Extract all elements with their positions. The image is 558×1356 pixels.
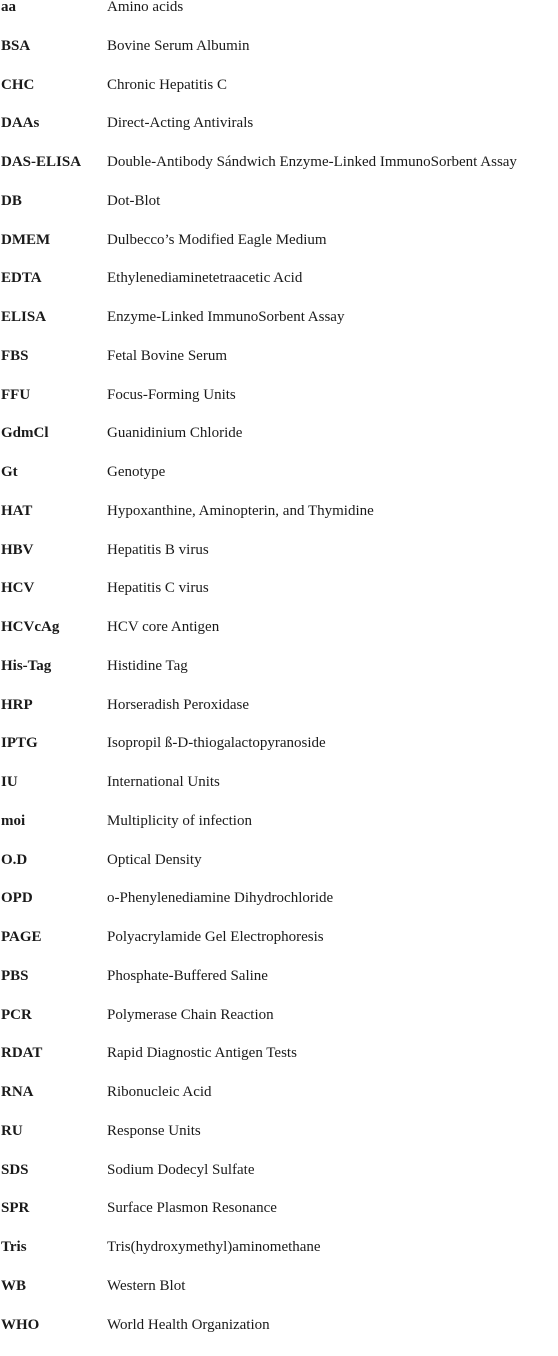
abbreviation-row — [0, 698, 558, 737]
abbreviation-definition: Hypoxanthine, Aminopterin, and Thymidine — [107, 504, 374, 519]
abbreviation-definition: Histidine Tag — [107, 659, 188, 674]
abbreviation-row — [0, 1124, 558, 1163]
abbreviation-row — [0, 310, 558, 349]
abbreviation-definition: Horseradish Peroxidase — [107, 698, 249, 713]
abbreviation-definition: Fetal Bovine Serum — [107, 349, 227, 364]
abbreviation-term: Tris — [1, 1240, 27, 1255]
abbreviation-term: DMEM — [1, 233, 50, 248]
abbreviation-definition: Amino acids — [107, 0, 183, 15]
abbreviation-row — [0, 1279, 558, 1318]
abbreviation-term: RU — [1, 1124, 23, 1139]
abbreviation-row — [0, 388, 558, 427]
abbreviation-term: BSA — [1, 39, 30, 54]
abbreviation-definition: Surface Plasmon Resonance — [107, 1201, 277, 1216]
abbreviation-term: IU — [1, 775, 18, 790]
abbreviation-definition: Ethylenediaminetetraacetic Acid — [107, 271, 302, 286]
abbreviation-row — [0, 1318, 558, 1356]
abbreviation-row — [0, 39, 558, 78]
abbreviation-definition: Guanidinium Chloride — [107, 426, 242, 441]
abbreviation-term: FBS — [1, 349, 29, 364]
abbreviation-definition: Dulbecco’s Modified Eagle Medium — [107, 233, 327, 248]
abbreviation-term: His-Tag — [1, 659, 51, 674]
abbreviation-row — [0, 155, 558, 194]
abbreviation-term: PCR — [1, 1008, 32, 1023]
abbreviation-term: Gt — [1, 465, 18, 480]
abbreviation-term: OPD — [1, 891, 33, 906]
abbreviation-definition: Phosphate-Buffered Saline — [107, 969, 268, 984]
abbreviation-definition: Optical Density — [107, 853, 202, 868]
abbreviation-definition: HCV core Antigen — [107, 620, 219, 635]
abbreviation-row — [0, 1046, 558, 1085]
abbreviation-definition: Focus-Forming Units — [107, 388, 236, 403]
abbreviation-row — [0, 891, 558, 930]
abbreviation-row — [0, 1201, 558, 1240]
abbreviation-row — [0, 504, 558, 543]
abbreviation-term: WHO — [1, 1318, 39, 1333]
abbreviation-row — [0, 659, 558, 698]
abbreviation-definition: Polyacrylamide Gel Electrophoresis — [107, 930, 324, 945]
abbreviation-row — [0, 233, 558, 272]
abbreviation-term: FFU — [1, 388, 30, 403]
abbreviation-term: EDTA — [1, 271, 42, 286]
abbreviation-term: PBS — [1, 969, 29, 984]
abbreviation-term: DB — [1, 194, 22, 209]
abbreviation-definition: Hepatitis B virus — [107, 543, 209, 558]
abbreviation-definition: o-Phenylenediamine Dihydrochloride — [107, 891, 333, 906]
abbreviation-term: HCV — [1, 581, 34, 596]
abbreviation-row — [0, 736, 558, 775]
abbreviation-definition: Enzyme-Linked ImmunoSorbent Assay — [107, 310, 344, 325]
abbreviation-term: O.D — [1, 853, 27, 868]
abbreviation-term: ELISA — [1, 310, 46, 325]
abbreviation-definition: Genotype — [107, 465, 165, 480]
abbreviation-definition: Polymerase Chain Reaction — [107, 1008, 274, 1023]
abbreviation-row — [0, 271, 558, 310]
abbreviation-definition: Chronic Hepatitis C — [107, 78, 227, 93]
abbreviation-term: PAGE — [1, 930, 42, 945]
abbreviation-row — [0, 581, 558, 620]
abbreviation-row — [0, 426, 558, 465]
abbreviation-row — [0, 194, 558, 233]
abbreviation-definition: World Health Organization — [107, 1318, 270, 1333]
abbreviation-definition: Hepatitis C virus — [107, 581, 209, 596]
abbreviation-definition: Sodium Dodecyl Sulfate — [107, 1163, 254, 1178]
abbreviation-term: moi — [1, 814, 25, 829]
abbreviation-definition: Response Units — [107, 1124, 201, 1139]
abbreviation-term: HAT — [1, 504, 32, 519]
abbreviation-definition: Tris(hydroxymethyl)aminomethane — [107, 1240, 321, 1255]
abbreviation-definition: Direct-Acting Antivirals — [107, 116, 253, 131]
abbreviation-definition: Multiplicity of infection — [107, 814, 252, 829]
abbreviation-term: WB — [1, 1279, 26, 1294]
abbreviation-row — [0, 349, 558, 388]
abbreviation-term: HBV — [1, 543, 34, 558]
abbreviation-term: SPR — [1, 1201, 29, 1216]
abbreviation-term: RNA — [1, 1085, 34, 1100]
abbreviation-definition: Double-Antibody Sándwich Enzyme-Linked ImmunoSorbent Assay — [107, 155, 517, 170]
abbreviation-row — [0, 775, 558, 814]
abbreviation-row — [0, 1163, 558, 1202]
abbreviation-definition: Western Blot — [107, 1279, 185, 1294]
abbreviation-term: CHC — [1, 78, 34, 93]
abbreviation-term: HRP — [1, 698, 33, 713]
abbreviation-term: DAAs — [1, 116, 39, 131]
abbreviation-term: SDS — [1, 1163, 29, 1178]
abbreviation-row — [0, 814, 558, 853]
abbreviation-term: RDAT — [1, 1046, 42, 1061]
abbreviation-row — [0, 78, 558, 117]
abbreviation-definition: Isopropil ß-D-thiogalactopyranoside — [107, 736, 326, 751]
abbreviation-definition: International Units — [107, 775, 220, 790]
abbreviation-row — [0, 853, 558, 892]
abbreviation-definition: Rapid Diagnostic Antigen Tests — [107, 1046, 297, 1061]
abbreviation-definition: Bovine Serum Albumin — [107, 39, 250, 54]
abbreviation-row — [0, 1240, 558, 1279]
abbreviation-definition: Dot-Blot — [107, 194, 160, 209]
abbreviation-row — [0, 465, 558, 504]
abbreviation-term: IPTG — [1, 736, 38, 751]
abbreviation-row — [0, 969, 558, 1008]
abbreviation-row — [0, 930, 558, 969]
abbreviation-row — [0, 1085, 558, 1124]
abbreviation-row — [0, 543, 558, 582]
abbreviation-row — [0, 116, 558, 155]
abbreviation-definition: Ribonucleic Acid — [107, 1085, 212, 1100]
abbreviation-row — [0, 1008, 558, 1047]
abbreviation-term: HCVcAg — [1, 620, 59, 635]
abbreviation-row — [0, 620, 558, 659]
abbreviation-term: aa — [1, 0, 16, 15]
abbreviation-term: DAS-ELISA — [1, 155, 81, 170]
abbreviation-term: GdmCl — [1, 426, 49, 441]
abbreviation-row — [0, 0, 558, 39]
